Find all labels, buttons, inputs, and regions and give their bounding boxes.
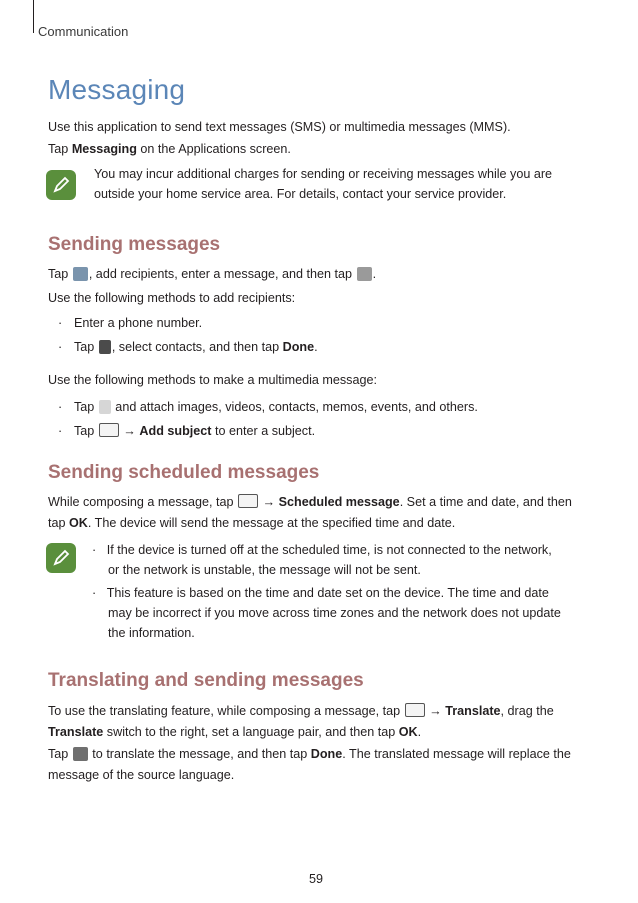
compose-icon [73, 267, 88, 281]
attach-icon [99, 400, 111, 414]
translate-icon [73, 747, 88, 761]
list-item: · Tap → Add subject to enter a subject. [58, 424, 316, 438]
list-item: · Tap and attach images, videos, contacts, memos, events, and others. [58, 400, 478, 414]
note-charges: You may incur additional charges for sending or receiving messages while you are outside your home service area. For details, contact your service provider. [94, 167, 553, 201]
menu-icon [405, 703, 425, 717]
page-title: Messaging [48, 74, 186, 105]
scheduled-line-2: tap OK. The device will send the message at the specified time and date. [48, 516, 456, 530]
translate-line-2: Translate switch to the right, set a language pair, and then tap OK. [48, 725, 422, 739]
translate-line-1: To use the translating feature, while composing a message, tap → Translate, drag the [48, 704, 554, 718]
heading-scheduled-messages: Sending scheduled messages [48, 462, 320, 483]
scheduled-line-1: While composing a message, tap → Scheduled message. Set a time and date, and then [48, 495, 572, 509]
intro-instruction: Tap Messaging on the Applications screen. [48, 142, 291, 156]
intro-paragraph: Use this application to send text messages (SMS) or multimedia messages (MMS). [48, 120, 511, 134]
sending-instruction: Tap , add recipients, enter a message, and then tap . [48, 267, 377, 281]
recipients-intro: Use the following methods to add recipients: [48, 291, 296, 305]
mms-intro: Use the following methods to make a multimedia message: [48, 373, 377, 387]
note-icon [46, 543, 76, 573]
note-bullet: · If the device is turned off at the scheduled time, is not connected to the network, or the network is unstable, the message will not be sent. [92, 543, 552, 577]
translate-line-3: Tap to translate the message, and then tap Done. The translated message will replace the [48, 747, 571, 761]
heading-sending-messages: Sending messages [48, 234, 221, 255]
note-bullet: · This feature is based on the time and date set on the device. The time and date may be incorrect if you move across time zones and the network does not update the information. [92, 586, 561, 640]
page-number: 59 [309, 872, 324, 886]
contact-icon [99, 340, 111, 354]
section-label: Communication [38, 24, 129, 39]
list-item: · Enter a phone number. [58, 316, 203, 330]
heading-translating: Translating and sending messages [48, 670, 364, 691]
send-icon [357, 267, 372, 281]
translate-line-4: message of the source language. [48, 768, 235, 782]
section-divider [33, 0, 34, 33]
menu-icon [238, 494, 258, 508]
menu-icon [99, 423, 119, 437]
note-icon [46, 170, 76, 200]
list-item: · Tap , select contacts, and then tap Done. [58, 340, 318, 354]
